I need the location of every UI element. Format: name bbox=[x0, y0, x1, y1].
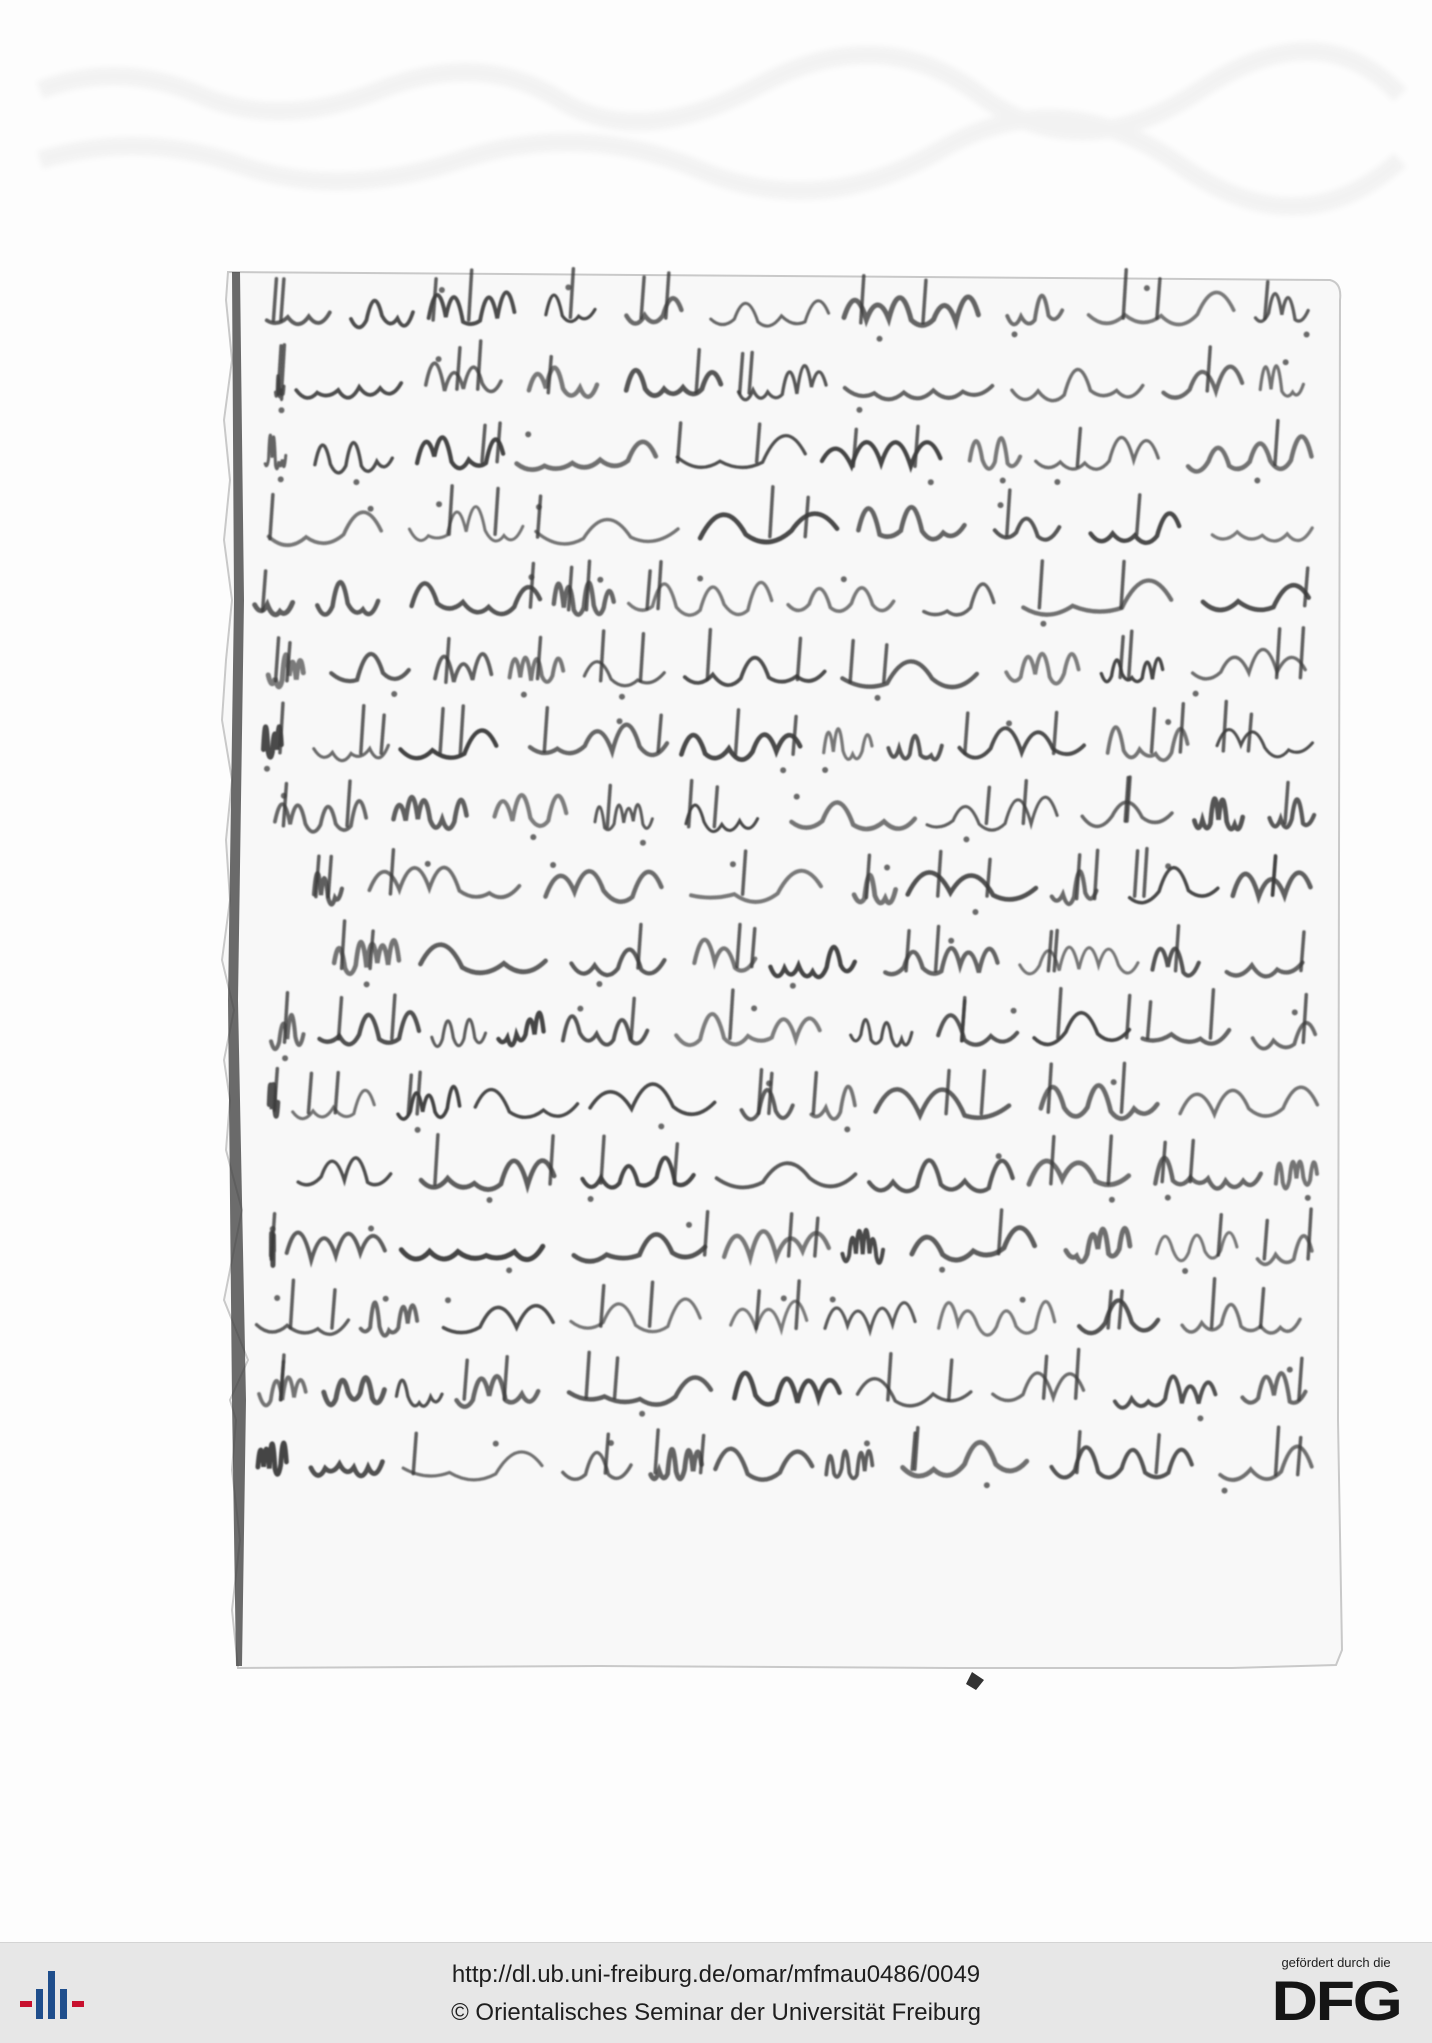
handwritten-dot bbox=[984, 1482, 990, 1488]
bleed-through-marks bbox=[40, 51, 1400, 206]
handwritten-dot bbox=[998, 502, 1004, 508]
handwritten-dot bbox=[877, 336, 883, 342]
handwritten-dot bbox=[790, 983, 796, 989]
handwritten-dot bbox=[875, 695, 881, 701]
handwritten-dot bbox=[822, 767, 828, 773]
handwritten-dot bbox=[948, 938, 954, 944]
handwritten-dot bbox=[506, 1267, 512, 1273]
university-freiburg-logo-icon bbox=[18, 1967, 92, 2027]
handwritten-dot bbox=[1197, 1415, 1203, 1421]
handwritten-dot bbox=[1254, 477, 1260, 483]
handwritten-dot bbox=[1165, 719, 1171, 725]
handwritten-dot bbox=[1193, 691, 1199, 697]
handwritten-dot bbox=[536, 504, 542, 510]
handwritten-dot bbox=[264, 766, 270, 772]
handwritten-dot bbox=[364, 981, 370, 987]
handwritten-dot bbox=[530, 834, 536, 840]
handwritten-dot bbox=[1182, 1268, 1188, 1274]
handwritten-dot bbox=[1222, 1488, 1228, 1494]
dfg-funding-block bbox=[1256, 1955, 1416, 2037]
handwritten-dot bbox=[1111, 1079, 1117, 1085]
handwritten-dot bbox=[864, 1440, 870, 1446]
handwritten-dot bbox=[1305, 1195, 1311, 1201]
stray-ink-mark bbox=[966, 1672, 984, 1690]
handwritten-dot bbox=[996, 1153, 1002, 1159]
handwritten-dot bbox=[617, 718, 623, 724]
handwritten-dot bbox=[830, 1297, 836, 1303]
handwritten-dot bbox=[730, 861, 736, 867]
handwritten-dot bbox=[928, 479, 934, 485]
handwritten-dot bbox=[1292, 1009, 1298, 1015]
handwritten-dot bbox=[525, 431, 531, 437]
handwritten-dot bbox=[972, 909, 978, 915]
handwritten-dot bbox=[1011, 1008, 1017, 1014]
footer-bar bbox=[0, 1942, 1432, 2043]
handwritten-dot bbox=[844, 1126, 850, 1132]
handwritten-dot bbox=[1304, 331, 1310, 337]
handwritten-dot bbox=[781, 1295, 787, 1301]
handwritten-dot bbox=[658, 1123, 664, 1129]
handwritten-dot bbox=[1283, 359, 1289, 365]
handwritten-dot bbox=[278, 476, 284, 482]
handwritten-dot bbox=[565, 284, 571, 290]
handwritten-dot bbox=[963, 836, 969, 842]
handwritten-dot bbox=[640, 840, 646, 846]
handwritten-dot bbox=[425, 861, 431, 867]
handwritten-dot bbox=[751, 1005, 757, 1011]
handwritten-dot bbox=[841, 576, 847, 582]
handwritten-dot bbox=[439, 287, 445, 293]
funding-caption: gefördert durch die bbox=[1281, 1955, 1391, 1970]
handwritten-dot bbox=[391, 691, 397, 697]
handwritten-dot bbox=[1144, 285, 1150, 291]
handwritten-dot bbox=[282, 1055, 288, 1061]
handwritten-dot bbox=[281, 793, 287, 799]
handwritten-dot bbox=[274, 1295, 280, 1301]
handwritten-dot bbox=[597, 577, 603, 583]
handwritten-dot bbox=[1006, 720, 1012, 726]
handwritten-dot bbox=[794, 794, 800, 800]
handwritten-dot bbox=[1020, 1297, 1026, 1303]
handwritten-dot bbox=[528, 574, 534, 580]
handwritten-dot bbox=[550, 862, 556, 868]
handwritten-dot bbox=[436, 356, 442, 362]
handwritten-dot bbox=[619, 694, 625, 700]
handwritten-dot bbox=[1287, 1367, 1293, 1373]
handwritten-dot bbox=[383, 1296, 389, 1302]
handwritten-dot bbox=[939, 1267, 945, 1273]
handwritten-dot bbox=[1012, 331, 1018, 337]
handwritten-dot bbox=[577, 1006, 583, 1012]
dfg-logo: DFG bbox=[1271, 1969, 1401, 2032]
handwritten-dot bbox=[368, 506, 374, 512]
copyright-notice: © Orientalisches Seminar der Universität Freiburg bbox=[451, 1999, 981, 2026]
handwritten-dot bbox=[766, 1080, 772, 1086]
handwritten-dot bbox=[1054, 479, 1060, 485]
handwritten-dot bbox=[1165, 863, 1171, 869]
handwritten-dot bbox=[884, 864, 890, 870]
handwritten-dot bbox=[780, 767, 786, 773]
handwritten-dot bbox=[436, 501, 442, 507]
handwritten-dot bbox=[521, 692, 527, 698]
handwritten-dot bbox=[270, 1226, 276, 1232]
handwritten-dot bbox=[856, 407, 862, 413]
handwritten-dot bbox=[278, 407, 284, 413]
handwritten-dot bbox=[608, 1440, 614, 1446]
handwritten-dot bbox=[639, 1411, 645, 1417]
handwritten-dot bbox=[415, 1127, 421, 1133]
handwritten-dot bbox=[1109, 1197, 1115, 1203]
handwritten-dot bbox=[697, 576, 703, 582]
handwritten-dot bbox=[487, 1197, 493, 1203]
handwritten-dot bbox=[588, 1196, 594, 1202]
handwritten-dot bbox=[493, 1441, 499, 1447]
handwritten-dot bbox=[1040, 621, 1046, 627]
handwritten-dot bbox=[368, 1226, 374, 1232]
document-url[interactable]: http://dl.ub.uni-freiburg.de/omar/mfmau0486/0049 bbox=[451, 1961, 981, 1988]
handwritten-dot bbox=[1165, 1195, 1171, 1201]
handwritten-dot bbox=[596, 981, 602, 987]
handwritten-dot bbox=[353, 479, 359, 485]
handwritten-dot bbox=[686, 1222, 692, 1228]
handwritten-dot bbox=[1000, 478, 1006, 484]
handwritten-dot bbox=[445, 1297, 451, 1303]
